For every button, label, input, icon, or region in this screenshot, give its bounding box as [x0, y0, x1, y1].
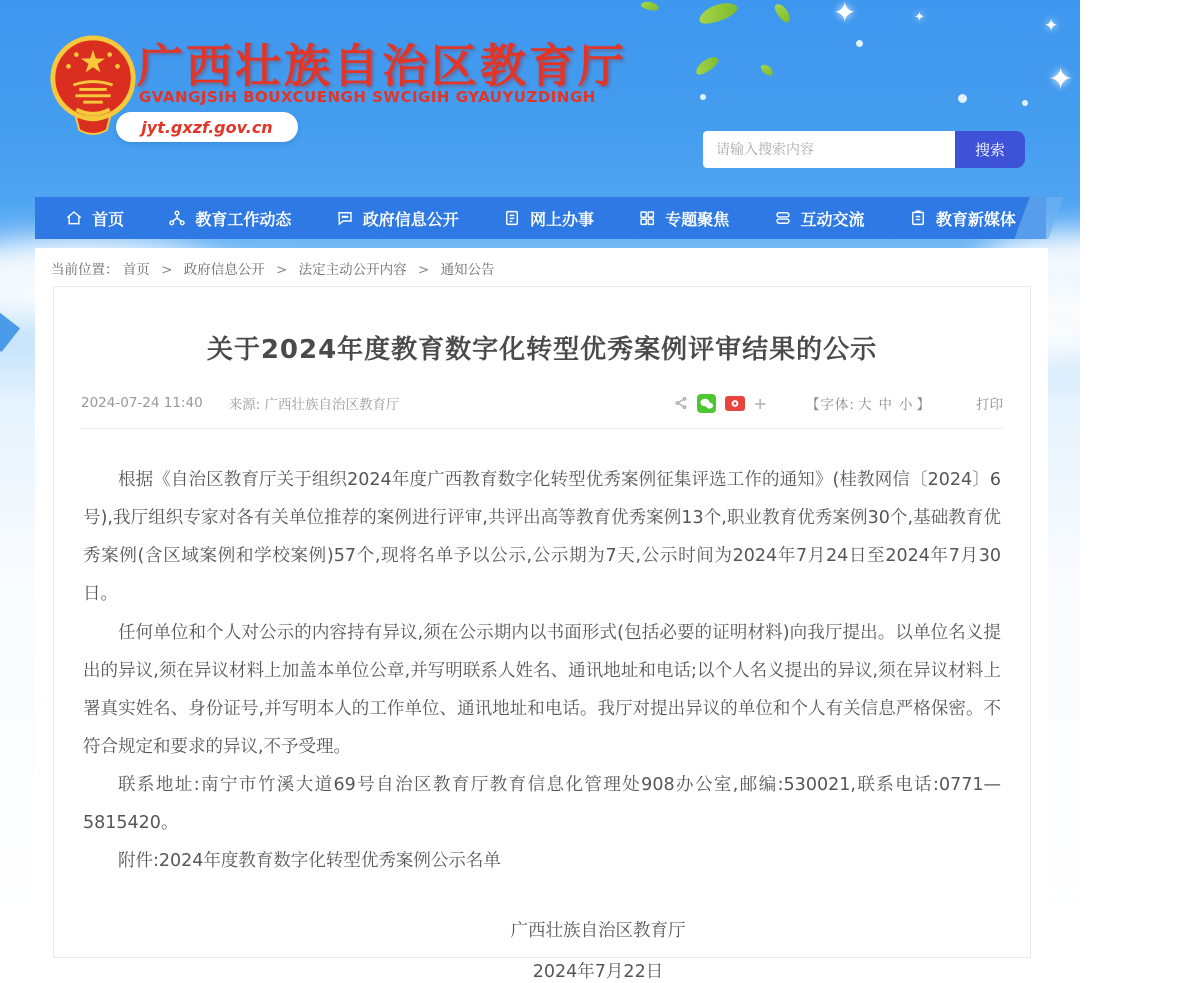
- nav-item-home[interactable]: [65, 207, 124, 230]
- nav-item-edu-news[interactable]: [168, 207, 291, 230]
- print-button[interactable]: 打印: [976, 397, 1003, 413]
- font-size-large[interactable]: 大: [858, 397, 873, 413]
- nav-label: 首页: [92, 209, 125, 229]
- sparkle-dot: [958, 94, 967, 103]
- site-title: 广西壮族自治区教育厅: [137, 39, 627, 93]
- sparkle-icon: ✦: [1044, 16, 1059, 36]
- leaf-icon: [759, 62, 775, 77]
- breadcrumb-item-notices[interactable]: 通知公告: [440, 262, 495, 278]
- breadcrumb-separator: >: [161, 262, 173, 278]
- article-paragraph: 任何单位和个人对公示的内容持有异议,须在公示期内以书面形式(包括必要的证明材料)向我厅提出。以单位名义提出的异议,须在异议材料上加盖本单位公章,并写明联系人姓名、通讯地址和电话;以个人名义提出的异议,须在异议材料上署真实姓名、身份证号,并写明本人的工作单位、通讯地址和电话。我厅对提出异议的单位和个人有关信息严格保密。不符合规定和要求的异议,不予受理。: [83, 622, 1001, 757]
- nav-label: 网上办事: [529, 209, 594, 229]
- breadcrumb-item-home[interactable]: 首页: [122, 262, 150, 278]
- nav-label: 政府信息公开: [362, 209, 459, 229]
- signature-org: 广西壮族自治区教育厅: [510, 920, 686, 941]
- grid-icon: [638, 209, 656, 227]
- nav-label: 专题聚焦: [665, 209, 730, 229]
- leaf-icon: [693, 54, 721, 78]
- font-size-label-close: 】: [916, 397, 931, 413]
- home-icon: [65, 209, 83, 227]
- clipboard-icon: [909, 209, 927, 227]
- org-chart-icon: [168, 209, 186, 227]
- search-button[interactable]: 搜索: [955, 131, 1025, 168]
- article-toolbar: [674, 393, 1003, 413]
- publish-date: 2024-07-24 11:40: [81, 395, 203, 411]
- article-paragraph: 根据《自治区教育厅关于组织2024年度广西教育数字化转型优秀案例征集评选工作的通知》(桂教网信〔2024〕6号),我厅组织专家对各有关单位推荐的案例进行评审,共评出高等教育优秀案例13个,职业教育优秀案例30个,基础教育优秀案例(含区域案例和学校案例)57个,现将名单予以公示,公示期为7天,公示时间为2024年7月24日至2024年7月30日。: [83, 470, 1001, 605]
- font-size-medium[interactable]: 中: [878, 397, 893, 413]
- sparkle-dot: [700, 94, 706, 100]
- nav-item-online-services[interactable]: [503, 207, 594, 230]
- signature-date: 2024年7月22日: [532, 961, 664, 982]
- leaf-icon: [696, 0, 739, 27]
- site-domain-badge: jyt.gxzf.gov.cn: [116, 112, 298, 142]
- leaf-icon: [772, 2, 792, 25]
- sparkle-icon: ✦: [833, 0, 857, 29]
- exchange-icon: [774, 209, 792, 227]
- article-card: [53, 286, 1031, 982]
- article-paragraph-attachment: 附件:2024年度教育数字化转型优秀案例公示名单: [118, 851, 501, 872]
- font-size-small[interactable]: 小: [899, 397, 914, 413]
- main-nav: [35, 197, 1046, 239]
- article-source: 来源: 广西壮族自治区教育厅: [228, 397, 400, 413]
- sparkle-dot: [1022, 100, 1028, 106]
- nav-item-gov-info[interactable]: [336, 207, 459, 230]
- breadcrumb-separator: >: [276, 262, 288, 278]
- nav-item-new-media[interactable]: [909, 207, 1016, 230]
- article-meta-row: [81, 393, 1003, 429]
- content-container: [35, 248, 1048, 982]
- nav-label: 互动交流: [800, 209, 865, 229]
- sparkle-dot: [856, 40, 863, 47]
- sparkle-icon: ✦: [1048, 62, 1074, 97]
- nav-item-interaction[interactable]: [774, 207, 865, 230]
- more-share-icon[interactable]: +: [753, 393, 767, 413]
- search-input[interactable]: [703, 131, 955, 168]
- font-size-label: 【字体:: [805, 397, 855, 413]
- breadcrumb-label: 当前位置：: [51, 262, 119, 278]
- weibo-icon[interactable]: [725, 396, 745, 411]
- site-title-zhuang: GVANGJSIH BOUXCUENGH SWCIGIH GYAUYUZDINGH: [139, 88, 596, 106]
- nav-label: 教育工作动态: [195, 209, 292, 229]
- search-bar: [703, 131, 1025, 168]
- leaf-icon: [640, 0, 659, 12]
- article-title: 关于2024年度教育数字化转型优秀案例评审结果的公示: [206, 335, 878, 365]
- nav-label: 教育新媒体: [935, 209, 1016, 229]
- form-icon: [503, 209, 521, 227]
- breadcrumb-separator: >: [417, 262, 430, 278]
- share-icon[interactable]: [674, 396, 688, 410]
- breadcrumb: [35, 248, 1048, 286]
- wechat-icon[interactable]: [697, 394, 716, 413]
- article-paragraph-contact: 联系地址:南宁市竹溪大道69号自治区教育厅教育信息化管理处908办公室,邮编:530021,联系电话:0771—5815420。: [83, 775, 1001, 834]
- article-body: [83, 461, 1001, 881]
- comment-icon: [336, 209, 354, 227]
- breadcrumb-item-disclosure[interactable]: 法定主动公开内容: [298, 262, 407, 278]
- sparkle-icon: ✦: [914, 10, 925, 25]
- nav-item-special-topics[interactable]: [638, 207, 729, 230]
- breadcrumb-item-gov-info[interactable]: 政府信息公开: [183, 262, 265, 278]
- font-size-control: [806, 393, 931, 413]
